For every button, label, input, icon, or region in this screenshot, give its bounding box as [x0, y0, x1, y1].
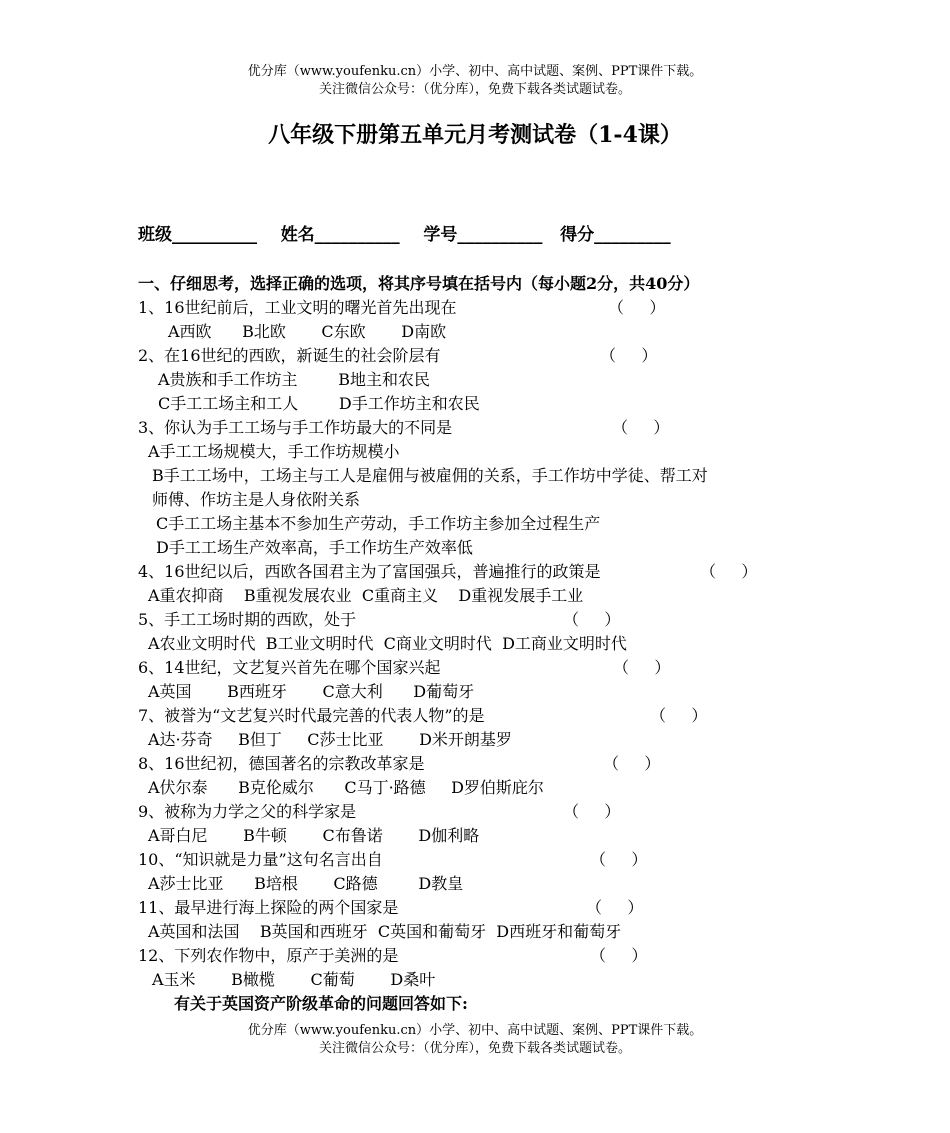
question-7 — [138, 704, 828, 728]
class-field: 班级__________ — [138, 225, 257, 245]
question-1 — [138, 296, 828, 320]
header-line-1: 优分库（www.youfenku.cn）小学、初中、高中试题、案例、PPT课件下载。 — [247, 64, 703, 79]
page-header — [0, 63, 950, 99]
question-2 — [138, 344, 828, 368]
question-1-options: A西欧 B北欧 C东欧 D南欧 — [168, 322, 447, 341]
answer-blank-5: （ ） — [563, 610, 621, 629]
answer-blank-6: （ ） — [613, 658, 671, 677]
footer-line-1: 优分库（www.youfenku.cn）小学、初中、高中试题、案例、PPT课件下载。 — [247, 1023, 703, 1038]
answer-blank-9: （ ） — [563, 802, 621, 821]
question-9-stem: 9、被称为力学之父的科学家是 — [138, 802, 357, 821]
question-2-stem: 2、在16世纪的西欧，新诞生的社会阶层有 — [138, 346, 441, 365]
question-11-stem: 11、最早进行海上探险的两个国家是 — [138, 898, 399, 917]
student-id-field: 学号__________ — [423, 225, 543, 245]
question-12-stem: 12、下列农作物中，原产于美洲的是 — [138, 946, 399, 965]
question-1-stem: 1、16世纪前后，工业文明的曙光首先出现在 — [138, 298, 457, 317]
question-2-options-cd: C手工工场主和工人 D手工作坊主和农民 — [158, 394, 480, 413]
answer-blank-3: （ ） — [612, 418, 670, 437]
question-11-options: A英国和法国 B英国和西班牙 C英国和葡萄牙 D西班牙和葡萄牙 — [148, 922, 622, 941]
question-3-stem: 3、你认为手工工场与手工作坊最大的不同是 — [138, 418, 453, 437]
exam-title: 八年级下册第五单元月考测试卷（1-4课） — [268, 122, 682, 148]
question-12 — [138, 944, 828, 968]
score-field: 得分_________ — [560, 225, 671, 245]
answer-blank-1: （ ） — [608, 298, 666, 317]
answer-blank-2: （ ） — [600, 346, 658, 365]
question-8-options: A伏尔泰 B克伦威尔 C马丁·路德 D罗伯斯庇尔 — [148, 778, 544, 797]
page-footer — [0, 1022, 950, 1058]
question-10-options: A莎士比亚 B培根 C路德 D教皇 — [148, 874, 464, 893]
footer-line-2: 关注微信公众号：（优分库），免费下载各类试题试卷。 — [318, 1041, 631, 1056]
question-7-options: A达·芬奇 B但丁 C莎士比亚 D米开朗基罗 — [148, 730, 512, 749]
question-6-options: A英国 B西班牙 C意大利 D葡萄牙 — [148, 682, 475, 701]
question-5-stem: 5、手工工场时期的西欧，处于 — [138, 610, 357, 629]
question-2-options-ab: A贵族和手工作坊主 B地主和农民 — [158, 370, 431, 389]
name-field: 姓名__________ — [280, 225, 400, 245]
question-3-option-b-1: B手工工场中，工场主与工人是雇佣与被雇佣的关系，手工作坊中学徒、帮工对 — [152, 466, 708, 485]
answer-blank-10: （ ） — [590, 850, 648, 869]
question-4 — [138, 560, 828, 584]
answer-blank-7: （ ） — [650, 706, 708, 725]
exam-content — [138, 272, 828, 1016]
question-8-stem: 8、16世纪初，德国著名的宗教改革家是 — [138, 754, 425, 773]
question-9 — [138, 800, 828, 824]
question-6-stem: 6、14世纪，文艺复兴首先在哪个国家兴起 — [138, 658, 441, 677]
question-8 — [138, 752, 828, 776]
question-5-options: A农业文明时代 B工业文明时代 C商业文明时代 D工商业文明时代 — [148, 634, 627, 653]
section-2-intro: 有关于英国资产阶级革命的问题回答如下: — [174, 994, 468, 1013]
question-11 — [138, 896, 828, 920]
question-4-options: A重农抑商 B重视发展农业 C重商主义 D重视发展手工业 — [148, 586, 584, 605]
answer-blank-4: （ ） — [700, 562, 758, 581]
question-4-stem: 4、16世纪以后，西欧各国君主为了富国强兵，普遍推行的政策是 — [138, 562, 601, 581]
header-line-2: 关注微信公众号：（优分库），免费下载各类试题试卷。 — [318, 82, 631, 97]
question-10 — [138, 848, 828, 872]
question-6 — [138, 656, 828, 680]
student-info-row — [138, 220, 671, 245]
question-3-option-d: D手工工场生产效率高，手工作坊生产效率低 — [156, 538, 473, 557]
answer-blank-8: （ ） — [603, 754, 661, 773]
question-10-stem: 10、“知识就是力量”这句名言出自 — [138, 850, 383, 869]
question-3-option-c: C手工工场主基本不参加生产劳动，手工作坊主参加全过程生产 — [156, 514, 601, 533]
question-3-option-b-2: 师傅、作坊主是人身依附关系 — [152, 490, 361, 509]
question-9-options: A哥白尼 B牛顿 C布鲁诺 D伽利略 — [148, 826, 480, 845]
answer-blank-12: （ ） — [590, 946, 648, 965]
question-5 — [138, 608, 828, 632]
section-1-heading: 一、仔细思考，选择正确的选项，将其序号填在括号内（每小题2分，共40分） — [138, 274, 700, 293]
answer-blank-11: （ ） — [586, 898, 644, 917]
question-7-stem: 7、被誉为“文艺复兴时代最完善的代表人物”的是 — [138, 706, 485, 725]
question-3 — [138, 416, 828, 440]
question-12-options: A玉米 B橄榄 C葡萄 D桑叶 — [152, 970, 436, 989]
question-3-option-a: A手工工场规模大，手工作坊规模小 — [148, 442, 400, 461]
